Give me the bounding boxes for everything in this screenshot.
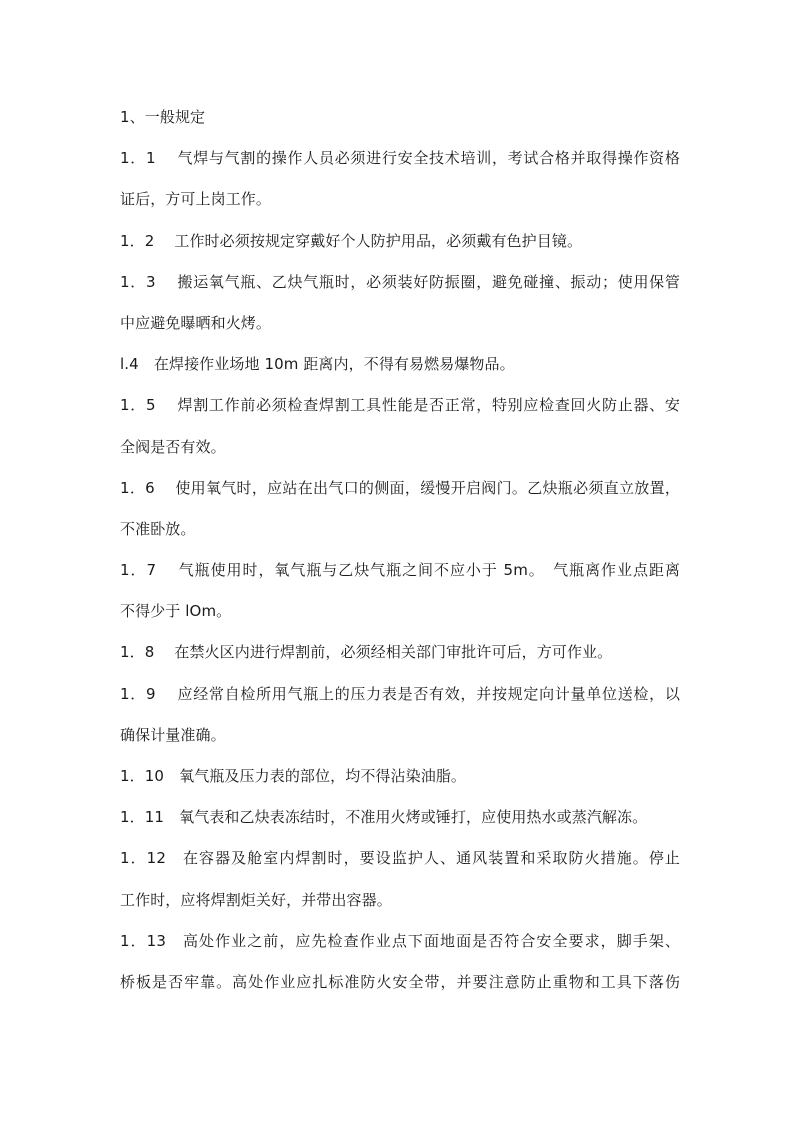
text-line: 1．7 气瓶使用时，氧气瓶与乙炔气瓶之间不应小于 5m。 气瓶离作业点距离 [120, 561, 680, 580]
text-line: 证后，方可上岗工作。 [120, 190, 272, 209]
text-line: 1．6 使用氧气时，应站在出气口的侧面，缓慢开启阀门。乙炔瓶必须直立放置， [120, 478, 680, 497]
text-line: 1．2 工作时必须按规定穿戴好个人防护用品，必须戴有色护目镜。 [120, 231, 583, 250]
text-line: 1．11 氧气表和乙炔表冻结时，不准用火烤或锤打，应使用热水或蒸汽解冻。 [120, 808, 648, 827]
text-line: 1．3 搬运氧气瓶、乙炔气瓶时，必须装好防振圈，避免碰撞、振动；使用保管 [120, 272, 680, 291]
text-line: 全阀是否有效。 [120, 437, 226, 456]
text-line: 工作时，应将焊割炬关好，并带出容器。 [120, 890, 392, 909]
text-line: 1．13 高处作业之前，应先检查作业点下面地面是否符合安全要求，脚手架、 [120, 931, 680, 950]
document-body [120, 97, 680, 1003]
section-heading: 1、一般规定 [120, 108, 206, 126]
text-line: 确保计量准确。 [120, 725, 226, 744]
text-line: 1．1 气焊与气割的操作人员必须进行安全技术培训，考试合格并取得操作资格 [120, 149, 680, 168]
text-line: 不准卧放。 [120, 519, 196, 538]
text-line: 1．8 在禁火区内进行焊割前，必须经相关部门审批许可后，方可作业。 [120, 643, 613, 662]
text-line: 桥板是否牢靠。高处作业应扎标准防火安全带，并要注意防止重物和工具下落伤 [120, 972, 680, 991]
text-line: 中应避免曝晒和火烤。 [120, 313, 272, 332]
text-line: 1．10 氧气瓶及压力表的部位，均不得沾染油脂。 [120, 767, 467, 785]
text-line: l.4 在焊接作业场地 10m 距离内，不得有易燃易爆物品。 [120, 355, 515, 374]
text-line: 1．5 焊割工作前必须检查焊割工具性能是否正常，特别应检查回火防止器、安 [120, 396, 680, 415]
text-line: 不得少于 lOm。 [120, 602, 232, 621]
text-line: 1．9 应经常自检所用气瓶上的压力表是否有效，并按规定向计量单位送检，以 [120, 684, 680, 703]
text-line: 1．12 在容器及舱室内焊割时，要设监护人、通风装置和采取防火措施。停止 [120, 849, 680, 868]
